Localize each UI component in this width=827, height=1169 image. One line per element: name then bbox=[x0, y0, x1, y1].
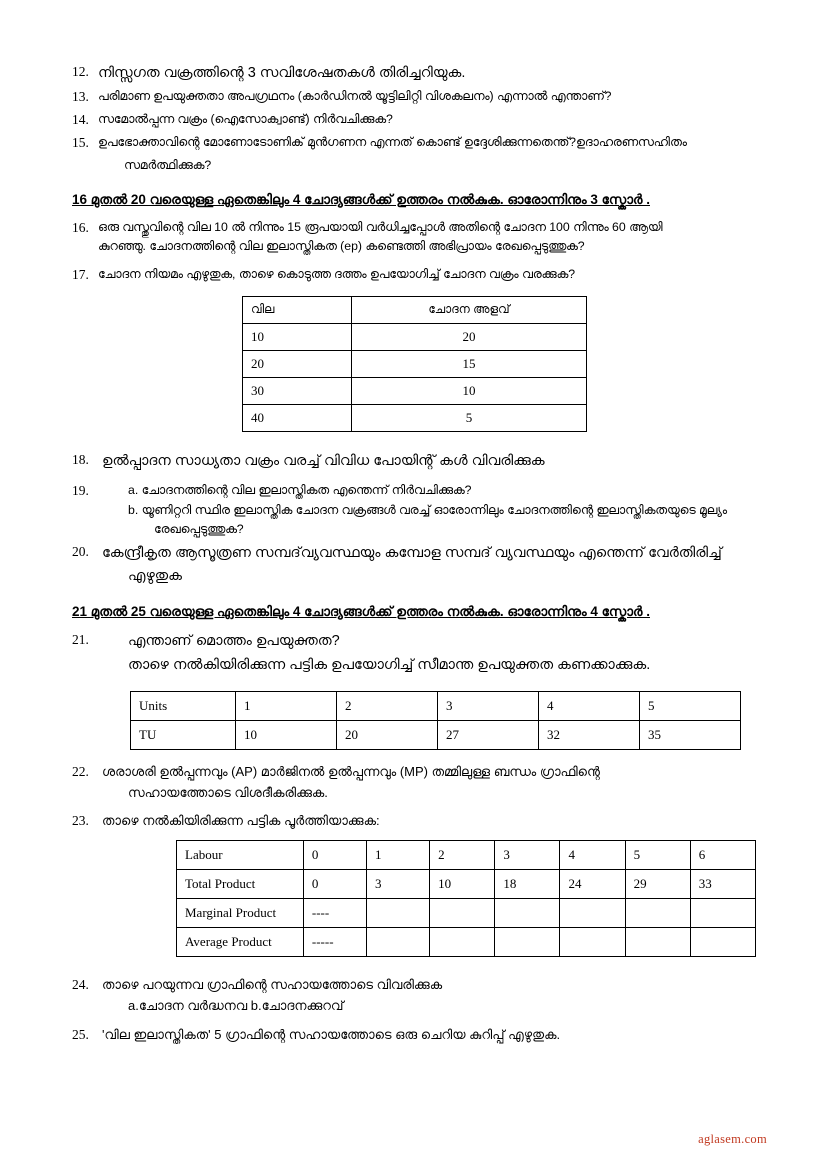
question-number: 18. bbox=[72, 451, 89, 467]
question-text-line2: സഹായത്തോടെ വിശദീകരിക്കുക. bbox=[128, 784, 328, 800]
question-text-line1: എന്താണ് മൊത്തം ഉപയുക്തത? bbox=[128, 633, 340, 650]
question-item-23 bbox=[72, 811, 756, 832]
cell-quantity: 5 bbox=[352, 404, 587, 431]
cell bbox=[690, 899, 755, 928]
section-heading-16-20: 16 മുതല്‍ 20 വരെയുള്ള ഏതെങ്കിലും 4 ചോദ്യങ്ങള്‍ക്ക് ഉത്തരം നല്‍കുക. ഓരോന്നിനും 3 സ്കോര്‍ . bbox=[72, 191, 650, 207]
table-header-price: വില bbox=[243, 296, 352, 323]
cell bbox=[560, 899, 625, 928]
row-label-labour: Labour bbox=[177, 841, 304, 870]
question-number: 12. bbox=[72, 64, 89, 79]
question-block-12-15 bbox=[72, 62, 756, 176]
question-text-line1: ഒരു വസ്തുവിന്റെ വില 10 ല്‍ നിന്നും 15 രൂപയായി വര്‍ധിച്ചപ്പോള്‍ അതിന്റെ ചോദന 100 നിന്നും 60 ആയി bbox=[98, 219, 663, 234]
cell-quantity: 20 bbox=[352, 323, 587, 350]
question-item-18 bbox=[72, 450, 756, 473]
question-text: താഴെ നല്‍കിയിരിക്കുന്ന പട്ടിക പൂര്‍ത്തിയാക്കുക: bbox=[102, 813, 380, 829]
question-text: സമര്‍ത്ഥിക്കുക? bbox=[124, 157, 212, 172]
table-row bbox=[243, 323, 587, 350]
table-row-header bbox=[243, 296, 587, 323]
cell-tu: 35 bbox=[640, 720, 741, 749]
question-item bbox=[72, 62, 756, 85]
question-number: 15. bbox=[72, 135, 89, 151]
cell-price: 20 bbox=[243, 350, 352, 377]
cell: ----- bbox=[303, 928, 366, 957]
question-text-b-cont: രേഖപ്പെടുത്തുക? bbox=[154, 522, 244, 537]
question-text: ഉപഭോക്താവിന്റെ മോണോടോണിക് മുന്‍ഗണന എന്നത് കൊണ്ട് ഉദ്ദേശിക്കുന്നതെന്ത്?ഉദാഹരണസഹിതം bbox=[98, 135, 687, 150]
cell: 3 bbox=[367, 870, 430, 899]
cell-tu: 20 bbox=[337, 720, 438, 749]
cell-tu: 10 bbox=[236, 720, 337, 749]
cell bbox=[625, 899, 690, 928]
question-item-24 bbox=[72, 975, 756, 1017]
question-text-line2: എഴുതുക bbox=[128, 568, 182, 585]
cell bbox=[495, 899, 560, 928]
question-item-19 bbox=[72, 481, 756, 540]
cell: 18 bbox=[495, 870, 560, 899]
cell bbox=[690, 928, 755, 957]
question-number: 23. bbox=[72, 813, 89, 829]
table-row bbox=[177, 928, 756, 957]
question-number: 22. bbox=[72, 763, 89, 779]
cell-quantity: 15 bbox=[352, 350, 587, 377]
question-text: ചോദന നിയമം എഴുതുക, താഴെ കൊടുത്ത ദത്തം ഉപയോഗിച്ച് ചോദന വക്രം വരക്കുക? bbox=[98, 266, 576, 281]
question-number: 17. bbox=[72, 266, 89, 282]
cell bbox=[560, 928, 625, 957]
cell-unit: 4 bbox=[539, 691, 640, 720]
cell-quantity: 10 bbox=[352, 377, 587, 404]
cell-price: 40 bbox=[243, 404, 352, 431]
cell-unit: 1 bbox=[236, 691, 337, 720]
question-text: സമോല്‍പ്പന്ന വക്രം (ഐസോക്വാണ്ട്) നിര്‍വചിക്കുക? bbox=[98, 112, 393, 127]
question-text-line2: കുറഞ്ഞു. ചോദനത്തിന്റെ വില ഇലാസ്തികത (ep) കണ്ടെത്തി അഭിപ്രായം രേഖപ്പെടുത്തുക? bbox=[98, 239, 585, 254]
document-content bbox=[72, 62, 756, 1048]
row-label-tu: TU bbox=[131, 720, 236, 749]
cell bbox=[430, 928, 495, 957]
question-number: 24. bbox=[72, 977, 89, 993]
question-text-line2: താഴെ നല്‍കിയിരിക്കുന്ന പട്ടിക ഉപയോഗിച്ച് സീമാന്ത ഉപയുക്തത കണക്കാക്കുക. bbox=[128, 656, 651, 673]
question-item-25 bbox=[72, 1025, 756, 1046]
cell: 29 bbox=[625, 870, 690, 899]
question-number: 25. bbox=[72, 1026, 89, 1042]
question-item-20 bbox=[72, 542, 756, 588]
row-label-average-product: Average Product bbox=[177, 928, 304, 957]
question-text: ഉല്‍പ്പാദന സാധ്യതാ വക്രം വരച്ച് വിവിധ പോയിന്റ് കള്‍ വിവരിക്കുക bbox=[102, 452, 545, 469]
table-row bbox=[131, 691, 741, 720]
question-text: 'വില ഇലാസ്തികത' 5 ഗ്രാഫിന്റെ സഹായത്തോടെ ഒരു ചെറിയ കുറിപ്പ് എഴുതുക. bbox=[102, 1026, 561, 1042]
cell: 0 bbox=[303, 841, 366, 870]
cell: 2 bbox=[430, 841, 495, 870]
table-row bbox=[243, 377, 587, 404]
table-row bbox=[243, 404, 587, 431]
cell-price: 10 bbox=[243, 323, 352, 350]
question-item-22 bbox=[72, 762, 756, 804]
cell: ---- bbox=[303, 899, 366, 928]
cell: 33 bbox=[690, 870, 755, 899]
cell: 5 bbox=[625, 841, 690, 870]
cell-unit: 5 bbox=[640, 691, 741, 720]
question-item-17 bbox=[72, 265, 756, 286]
watermark: aglasem.com bbox=[698, 1132, 767, 1146]
cell: 4 bbox=[560, 841, 625, 870]
cell: 1 bbox=[367, 841, 430, 870]
question-item-16 bbox=[72, 218, 756, 257]
question-item bbox=[72, 133, 756, 154]
cell bbox=[367, 928, 430, 957]
question-number: 19. bbox=[72, 483, 89, 499]
cell: 10 bbox=[430, 870, 495, 899]
production-table bbox=[176, 840, 756, 957]
cell bbox=[367, 899, 430, 928]
table-row bbox=[243, 350, 587, 377]
cell: 3 bbox=[495, 841, 560, 870]
cell: 24 bbox=[560, 870, 625, 899]
question-text-line1: ശരാശരി ഉല്‍പ്പന്നവും (AP) മാര്‍ജിനല്‍ ഉല്‍പ്പന്നവും (MP) തമ്മിലുള്ള ബന്ധം ഗ്രാഫിന്റെ bbox=[102, 763, 600, 779]
cell: 6 bbox=[690, 841, 755, 870]
question-item bbox=[72, 87, 756, 108]
table-row bbox=[177, 899, 756, 928]
question-number: 13. bbox=[72, 89, 89, 105]
row-label-units: Units bbox=[131, 691, 236, 720]
question-text: നിസ്സഗത വക്രത്തിന്റെ 3 സവിശേഷതകള്‍ തിരിച്ചറിയുക. bbox=[98, 65, 466, 81]
question-number: 16. bbox=[72, 219, 89, 235]
row-label-total-product: Total Product bbox=[177, 870, 304, 899]
table-row bbox=[177, 870, 756, 899]
section-heading-21-25: 21 മുതല്‍ 25 വരെയുള്ള ഏതെങ്കിലും 4 ചോദ്യങ്ങള്‍ക്ക് ഉത്തരം നല്‍കുക. ഓരോന്നിനും 4 സ്കോര്‍ . bbox=[72, 604, 650, 620]
question-text-line1: കേന്ദ്രീകൃത ആസൂത്രണ സമ്പദ്‌വ്യവസ്ഥയും കമ്പോള സമ്പദ് വ്യവസ്ഥയും എന്തെന്ന് വേര്‍തിരിച്ച് bbox=[102, 545, 722, 562]
question-text-b: b. യൂണിറ്ററി സ്ഥിര ഇലാസ്തിക ചോദന വക്രങ്ങള്‍ വരച്ച് ഓരോന്നിലും ചോദനത്തിന്റെ ഇലാസ്തികതയുടെ മൂല്യം bbox=[128, 502, 728, 517]
question-number: 14. bbox=[72, 112, 89, 128]
cell bbox=[625, 928, 690, 957]
row-label-marginal-product: Marginal Product bbox=[177, 899, 304, 928]
question-number: 21. bbox=[72, 632, 89, 648]
question-item-21 bbox=[72, 630, 756, 676]
cell bbox=[495, 928, 560, 957]
table-row bbox=[177, 841, 756, 870]
question-item bbox=[72, 110, 756, 131]
price-demand-table bbox=[242, 296, 587, 432]
utility-table bbox=[130, 691, 741, 750]
cell-tu: 27 bbox=[438, 720, 539, 749]
question-number: 20. bbox=[72, 544, 89, 560]
cell: 0 bbox=[303, 870, 366, 899]
cell-price: 30 bbox=[243, 377, 352, 404]
cell-unit: 3 bbox=[438, 691, 539, 720]
table-header-quantity: ചോദന അളവ് bbox=[352, 296, 587, 323]
cell bbox=[430, 899, 495, 928]
question-item-continued bbox=[72, 156, 756, 176]
table-row bbox=[131, 720, 741, 749]
question-text-a: a. ചോദനത്തിന്റെ വില ഇലാസ്തികത എന്തെന്ന് നിര്‍വചിക്കുക? bbox=[128, 483, 472, 498]
cell-unit: 2 bbox=[337, 691, 438, 720]
question-text: പരിമാണ ഉപയുക്തതാ അപഗ്രഥനം (കാര്‍ഡിനല്‍ യൂട്ടിലിറ്റി വിശകലനം) എന്നാല്‍ എന്താണ്? bbox=[98, 89, 612, 104]
cell-tu: 32 bbox=[539, 720, 640, 749]
question-text-line1: താഴെ പറയുന്നവ ഗ്രാഫിന്റെ സഹായത്തോടെ വിവരിക്കുക bbox=[102, 977, 443, 993]
question-text-line2: a.ചോദന വര്‍ദ്ധനവ b.ചോദനക്കുറവ് bbox=[128, 998, 344, 1014]
